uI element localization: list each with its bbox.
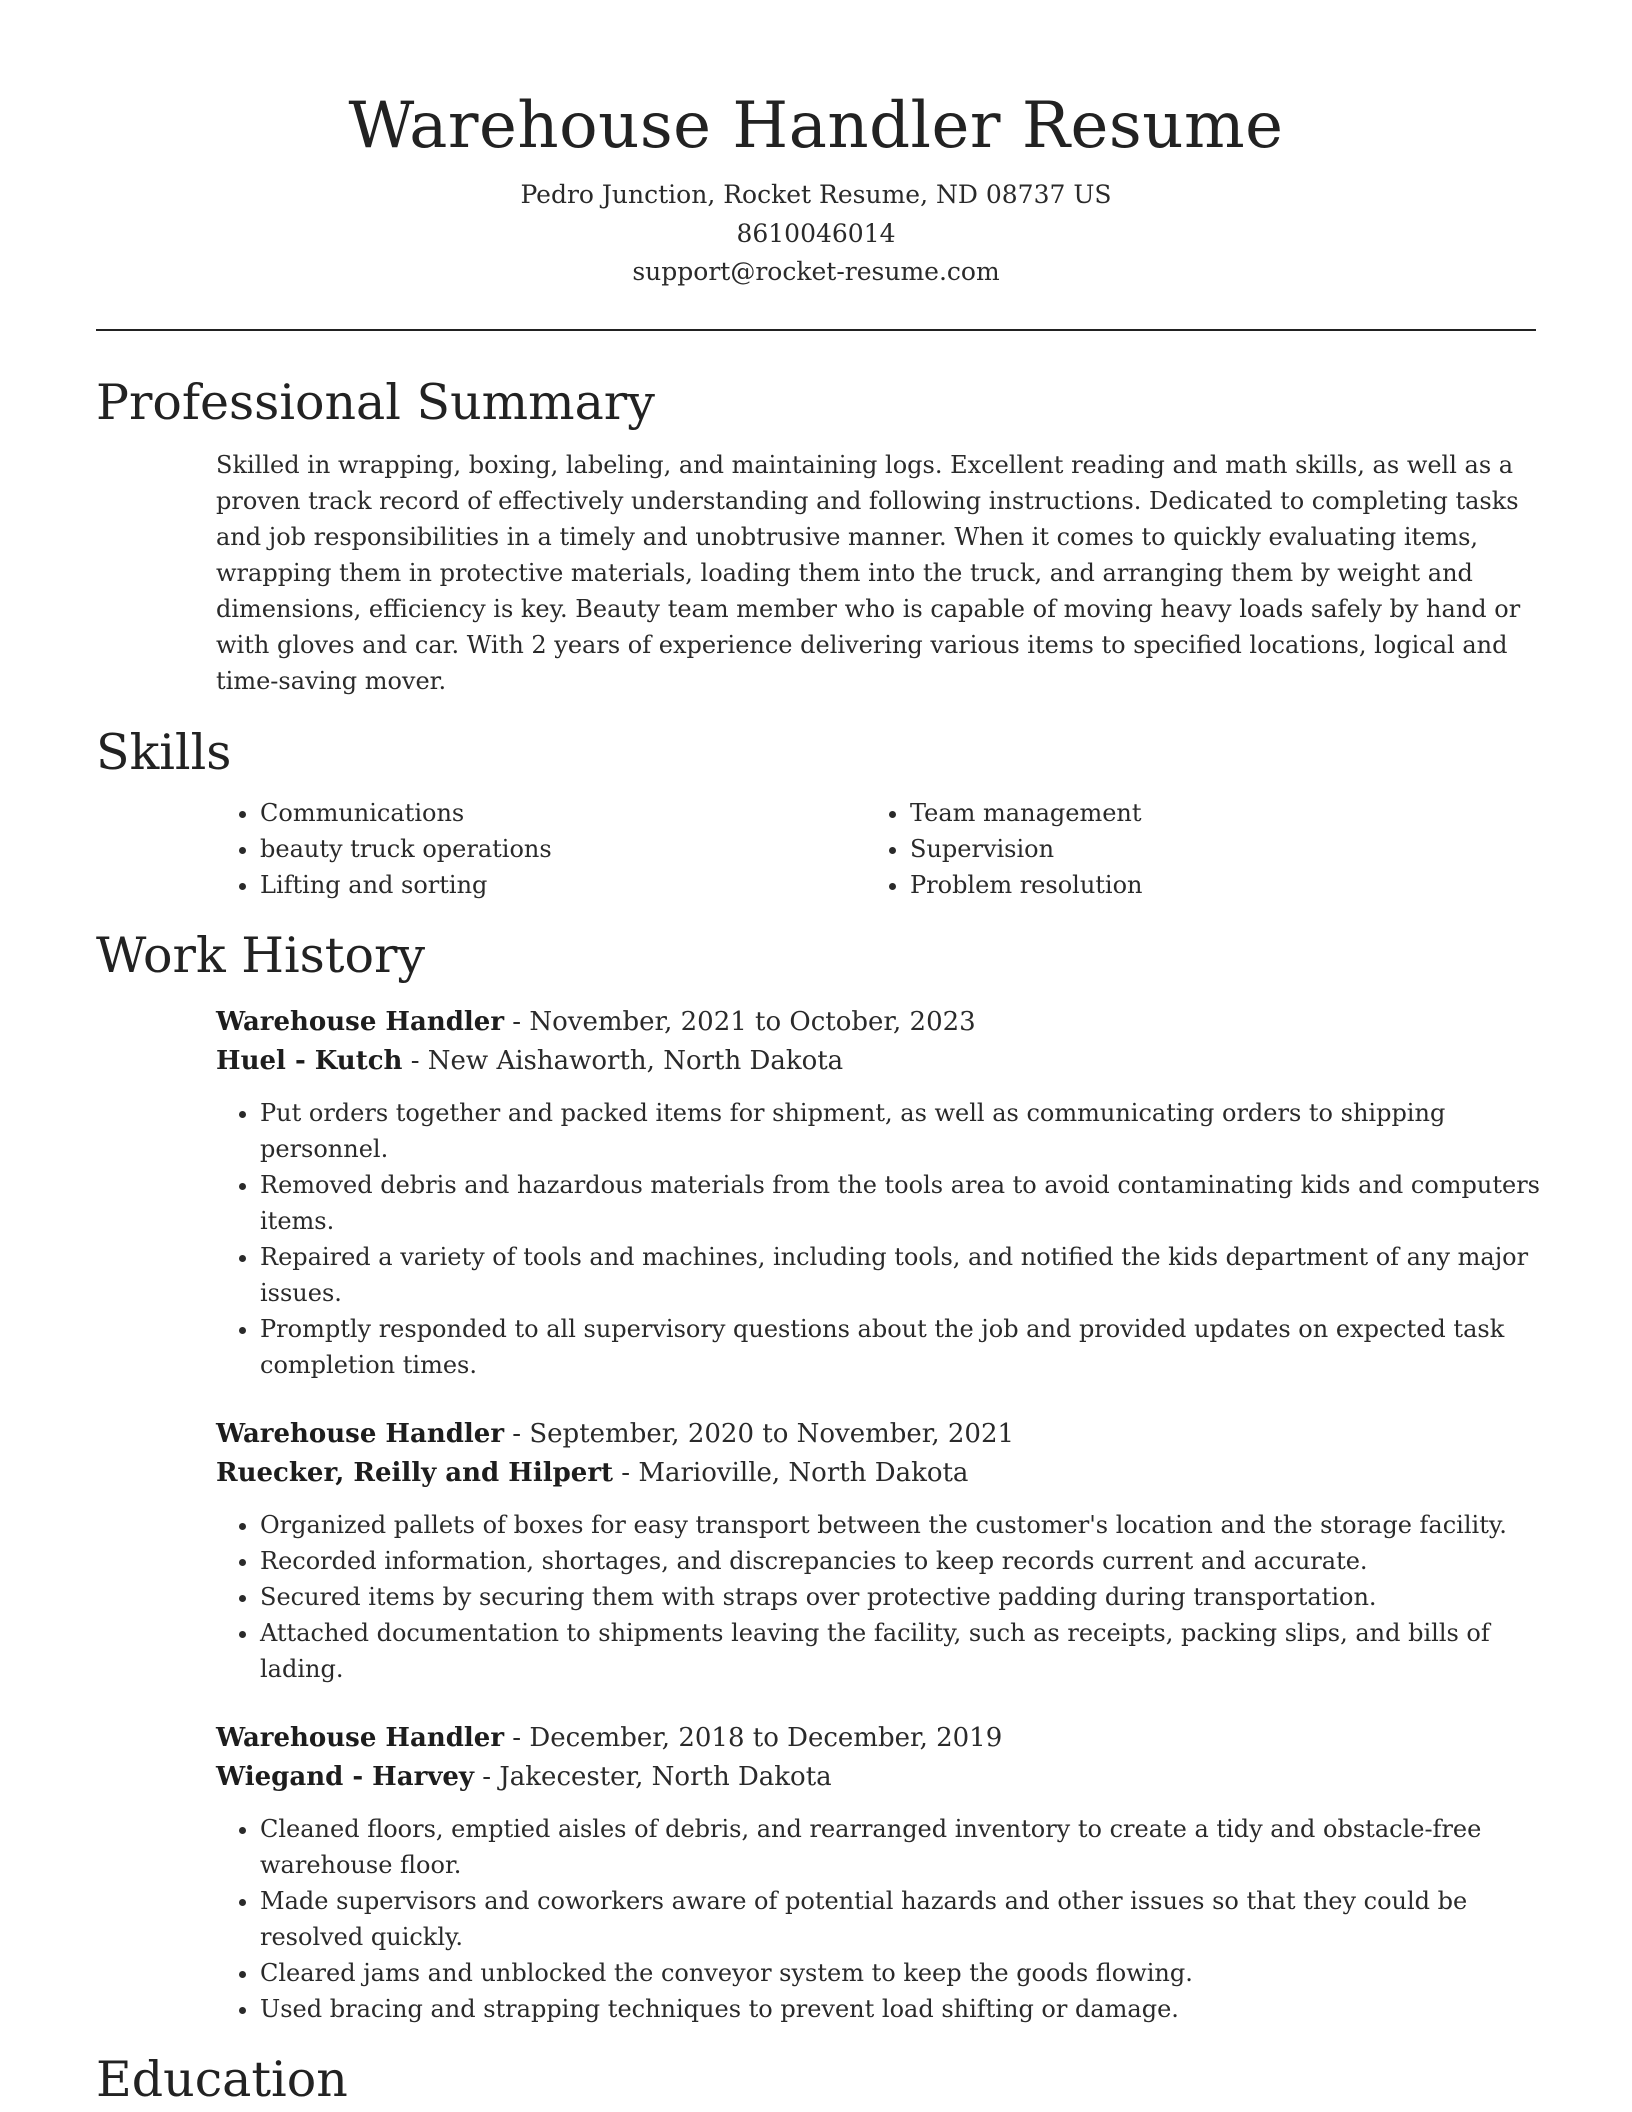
job-bullets: [216, 1095, 1546, 1383]
skills-columns: [216, 795, 1536, 903]
job-location: Jakecester, North Dakota: [499, 1761, 832, 1792]
job-bullet: • Promptly responded to all supervisory questions about the job and provided updates on expected task completion times.: [260, 1311, 1546, 1383]
contact-email: support@rocket-resume.com: [632, 257, 1000, 286]
job-dates: December, 2018 to December, 2019: [529, 1722, 1003, 1753]
job-company-line: [216, 1758, 1546, 1797]
job-location: Marioville, North Dakota: [638, 1457, 969, 1488]
separator: -: [504, 1006, 530, 1037]
skills-section: [96, 722, 1536, 903]
job-dates: November, 2021 to October, 2023: [529, 1006, 976, 1037]
contact-block: [96, 176, 1536, 292]
summary-text: Skilled in wrapping, boxing, labeling, and maintaining logs. Excellent reading and math skills, as well as a proven track record of effectively understanding and following instructions. Dedicated to completing tasks and job responsibilities in a timely and unobtrusive manner. When it comes to quickly evaluating items, wrapping them in protective materials, loading them into the truck, and arranging them by weight and dimensions, efficiency is key. Beauty team member who is capable of moving heavy loads safely by hand or with gloves and car. With 2 years of experience delivering various items to specified locations, logical and time-saving mover.: [216, 450, 1521, 695]
job-bullet: • Recorded information, shortages, and discrepancies to keep records current and accurate.: [260, 1543, 1546, 1579]
job-entry: [216, 1415, 1546, 1687]
job-role: Warehouse Handler: [216, 1418, 505, 1449]
skills-heading: Skills: [96, 723, 232, 781]
skill-item: • Supervision: [910, 831, 1516, 867]
skill-item: • Team management: [910, 795, 1516, 831]
job-role: Warehouse Handler: [216, 1722, 505, 1753]
job-company: Huel - Kutch: [216, 1045, 403, 1076]
skill-item: • beauty truck operations: [260, 831, 866, 867]
work-history-heading: Work History: [96, 926, 426, 984]
job-role-line: [216, 1415, 1546, 1454]
header-divider: [96, 329, 1536, 331]
job-bullet: • Used bracing and strapping techniques to prevent load shifting or damage.: [260, 1991, 1546, 2027]
skill-item: • Communications: [260, 795, 866, 831]
job-bullet: • Organized pallets of boxes for easy transport between the customer's location and the storage facility.: [260, 1507, 1546, 1543]
job-bullet: • Removed debris and hazardous materials from the tools area to avoid contaminating kids and computers items.: [260, 1167, 1546, 1239]
job-location: New Aishaworth, North Dakota: [427, 1045, 844, 1076]
job-company: Wiegand - Harvey: [216, 1761, 475, 1792]
separator: -: [504, 1418, 530, 1449]
summary-heading: Professional Summary: [96, 373, 655, 431]
job-bullet: • Repaired a variety of tools and machines, including tools, and notified the kids department of any major issues.: [260, 1239, 1546, 1311]
job-bullet: • Attached documentation to shipments leaving the facility, such as receipts, packing slips, and bills of lading.: [260, 1615, 1546, 1687]
resume-page: [96, 0, 1540, 2111]
contact-address: Pedro Junction, Rocket Resume, ND 08737 US: [520, 180, 1112, 209]
job-entry: [216, 1719, 1546, 2027]
separator: -: [474, 1761, 500, 1792]
job-company-line: [216, 1454, 1546, 1493]
job-company-line: [216, 1042, 1546, 1081]
job-bullet: • Cleaned floors, emptied aisles of debris, and rearranged inventory to create a tidy and obstacle-free warehouse floor.: [260, 1811, 1546, 1883]
work-history-section: [96, 925, 1540, 2027]
separator: -: [504, 1722, 530, 1753]
job-bullet: • Cleared jams and unblocked the conveyor system to keep the goods flowing.: [260, 1955, 1546, 1991]
contact-phone: 8610046014: [736, 218, 896, 248]
job-company: Ruecker, Reilly and Hilpert: [216, 1457, 614, 1488]
job-entry: [216, 1003, 1546, 1383]
education-section: [96, 2049, 1536, 2111]
job-bullet: • Put orders together and packed items for shipment, as well as communicating orders to shipping personnel.: [260, 1095, 1546, 1167]
resume-header: [96, 0, 1536, 292]
job-bullets: [216, 1811, 1546, 2027]
job-role-line: [216, 1003, 1546, 1042]
separator: -: [402, 1045, 428, 1076]
skills-list-left: [216, 795, 866, 903]
summary-section: [96, 372, 1536, 699]
education-heading: Education: [96, 2050, 348, 2108]
job-role: Warehouse Handler: [216, 1006, 505, 1037]
job-bullets: [216, 1507, 1546, 1687]
job-bullet: • Secured items by securing them with straps over protective padding during transportation.: [260, 1579, 1546, 1615]
skill-item: • Problem resolution: [910, 867, 1516, 903]
separator: -: [613, 1457, 639, 1488]
job-bullet: • Made supervisors and coworkers aware of potential hazards and other issues so that they could be resolved quickly.: [260, 1883, 1546, 1955]
skill-item: • Lifting and sorting: [260, 867, 866, 903]
job-dates: September, 2020 to November, 2021: [529, 1418, 1015, 1449]
job-role-line: [216, 1719, 1546, 1758]
resume-title: Warehouse Handler Resume: [348, 89, 1284, 163]
skills-list-right: [866, 795, 1516, 903]
